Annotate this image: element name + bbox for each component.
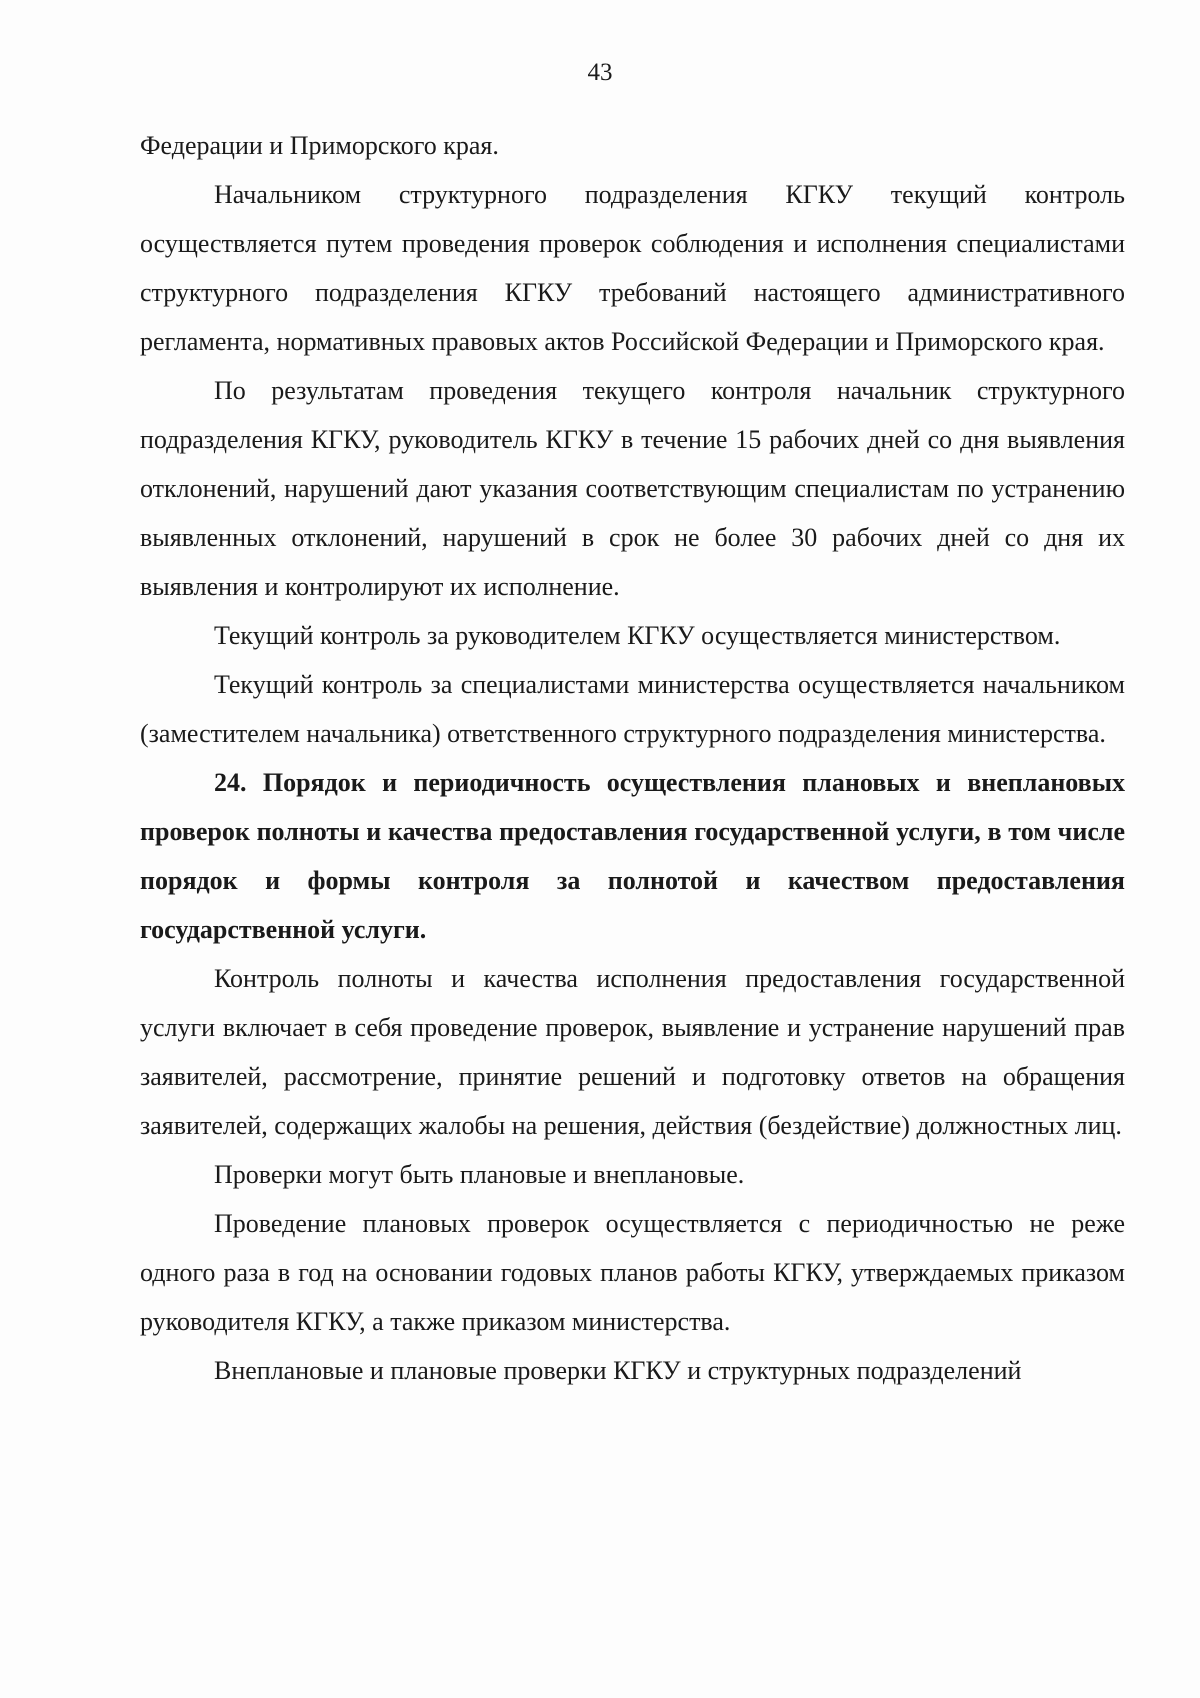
paragraph-control-results: По результатам проведения текущего контроля начальник структурного подразделения КГКУ, руководитель КГКУ в течение 15 рабочих дней со дня выявления отклонений, нарушений дают указания соответствующим специалистам по устранению выявленных отклонений, нарушений в срок не более 30 рабочих дней со дня их выявления и контролируют их исполнение. — [140, 376, 1125, 601]
paragraph-control-of-kgku-head: Текущий контроль за руководителем КГКУ осуществляется министерством. — [214, 621, 1061, 650]
paragraph-scheduled-inspections: Проведение плановых проверок осуществляется с периодичностью не реже одного раза в год на основании годовых планов работы КГКУ, утверждаемых приказом руководителя КГКУ, а также приказом министерства. — [140, 1209, 1125, 1336]
paragraph-inspection-types: Проверки могут быть плановые и внеплановые. — [214, 1160, 745, 1189]
document-body — [140, 121, 1125, 1395]
page-number: 43 — [587, 59, 613, 86]
paragraph-control-of-ministry-specialists: Текущий контроль за специалистами министерства осуществляется начальником (заместителем начальника) ответственного структурного подразделения министерства. — [140, 670, 1125, 748]
paragraph-current-control-by-head: Начальником структурного подразделения КГКУ текущий контроль осуществляется путем проведения проверок соблюдения и исполнения специалистами структурного подразделения КГКУ требований настоящего административного регламента, нормативных правовых актов Российской Федерации и Приморского края. — [140, 180, 1125, 356]
paragraph-quality-control: Контроль полноты и качества исполнения предоставления государственной услуги включает в себя проведение проверок, выявление и устранение нарушений прав заявителей, рассмотрение, принятие решений и подготовку ответов на обращения заявителей, содержащих жалобы на решения, действия (бездействие) должностных лиц. — [140, 964, 1125, 1140]
paragraph-unscheduled-inspections: Внеплановые и плановые проверки КГКУ и структурных подразделений — [214, 1356, 1022, 1385]
paragraph-continuation: Федерации и Приморского края. — [140, 131, 499, 160]
section-heading-24: 24. Порядок и периодичность осуществления плановых и внеплановых проверок полноты и качества предоставления государственной услуги, в том числе порядок и формы контроля за полнотой и качеством предоставления государственной услуги. — [140, 768, 1125, 944]
